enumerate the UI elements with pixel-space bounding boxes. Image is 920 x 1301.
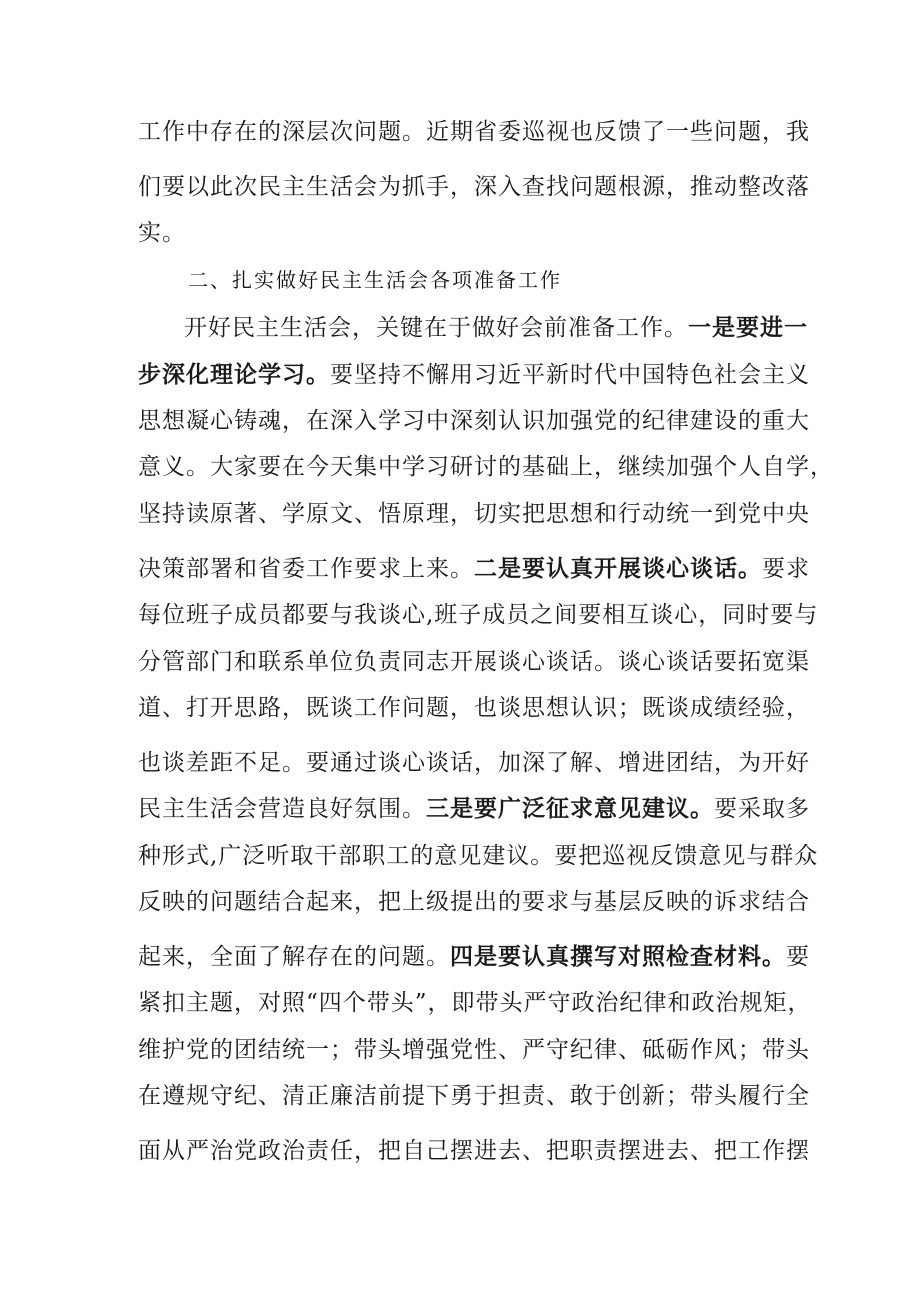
text-run: 要坚持不懈用习近平新时代中国特色社会主义 [330, 362, 810, 388]
paragraph-line: 意义。大家要在今天集中学习研讨的基础上，继续加强个人自学， [138, 454, 834, 480]
emphasis-run: 二是要认真开展谈心谈话。 [474, 555, 762, 582]
paragraph-line: 面从严治党政治责任，把自己摆进去、把职责摆进去、把工作摆 [138, 1138, 810, 1164]
text-run: 开好民主生活会，关键在于做好会前准备工作。 [184, 315, 688, 341]
emphasis-run: 三是要广泛征求意见建议。 [426, 795, 714, 822]
emphasis-run: 一是要进一 [688, 314, 808, 341]
text-run: 起来，全面了解存在的问题。 [138, 944, 450, 970]
paragraph-line [138, 554, 810, 584]
paragraph-line: 紧扣主题，对照“四个带头”，即带头严守政治纪律和政治规矩， [138, 990, 812, 1016]
text-run: 要采取多 [714, 796, 810, 822]
paragraph-line: 在遵规守纪、清正廉洁前提下勇于担责、敢于创新；带头履行全 [138, 1083, 810, 1109]
paragraph-line: 坚持读原著、学原文、悟原理，切实把思想和行动统一到党中央 [138, 501, 810, 527]
paragraph-line: 工作中存在的深层次问题。近期省委巡视也反馈了一些问题，我 [138, 119, 810, 145]
paragraph-line: 们要以此次民主生活会为抓手，深入查找问题根源，推动整改落 [138, 174, 810, 200]
paragraph-line: 维护党的团结统一；带头增强党性、严守纪律、砥砺作风；带头 [138, 1037, 810, 1063]
paragraph-line: 道、打开思路，既谈工作问题，也谈思想认识；既谈成绩经验， [138, 695, 810, 721]
paragraph-line [138, 794, 810, 824]
paragraph-line [184, 313, 808, 343]
paragraph-line: 也谈差距不足。要通过谈心谈话，加深了解、增进团结，为开好 [138, 750, 810, 776]
text-run: 要求 [762, 556, 810, 582]
paragraph-line: 实。 [138, 220, 186, 246]
emphasis-run: 四是要认真撰写对照检查材料。 [450, 943, 786, 970]
emphasis-run: 步深化理论学习。 [138, 361, 330, 388]
text-run: 民主生活会营造良好氛围。 [138, 796, 426, 822]
paragraph-line [138, 942, 810, 972]
paragraph-line [138, 360, 810, 390]
paragraph-line: 种形式,广泛听取干部职工的意见建议。要把巡视反馈意见与群众 [138, 843, 819, 869]
section-heading: 二、扎实做好民主生活会各项准备工作 [188, 268, 562, 292]
text-run: 决策部署和省委工作要求上来。 [138, 556, 474, 582]
paragraph-line: 每位班子成员都要与我谈心,班子成员之间要相互谈心，同时要与 [138, 602, 819, 628]
text-run: 要 [786, 944, 810, 970]
paragraph-line: 思想凝心铸魂，在深入学习中深刻认识加强党的纪律建设的重大 [138, 408, 810, 434]
paragraph-line: 分管部门和联系单位负责同志开展谈心谈话。谈心谈话要拓宽渠 [138, 649, 810, 675]
paragraph-line: 反映的问题结合起来，把上级提出的要求与基层反映的诉求结合 [138, 889, 810, 915]
